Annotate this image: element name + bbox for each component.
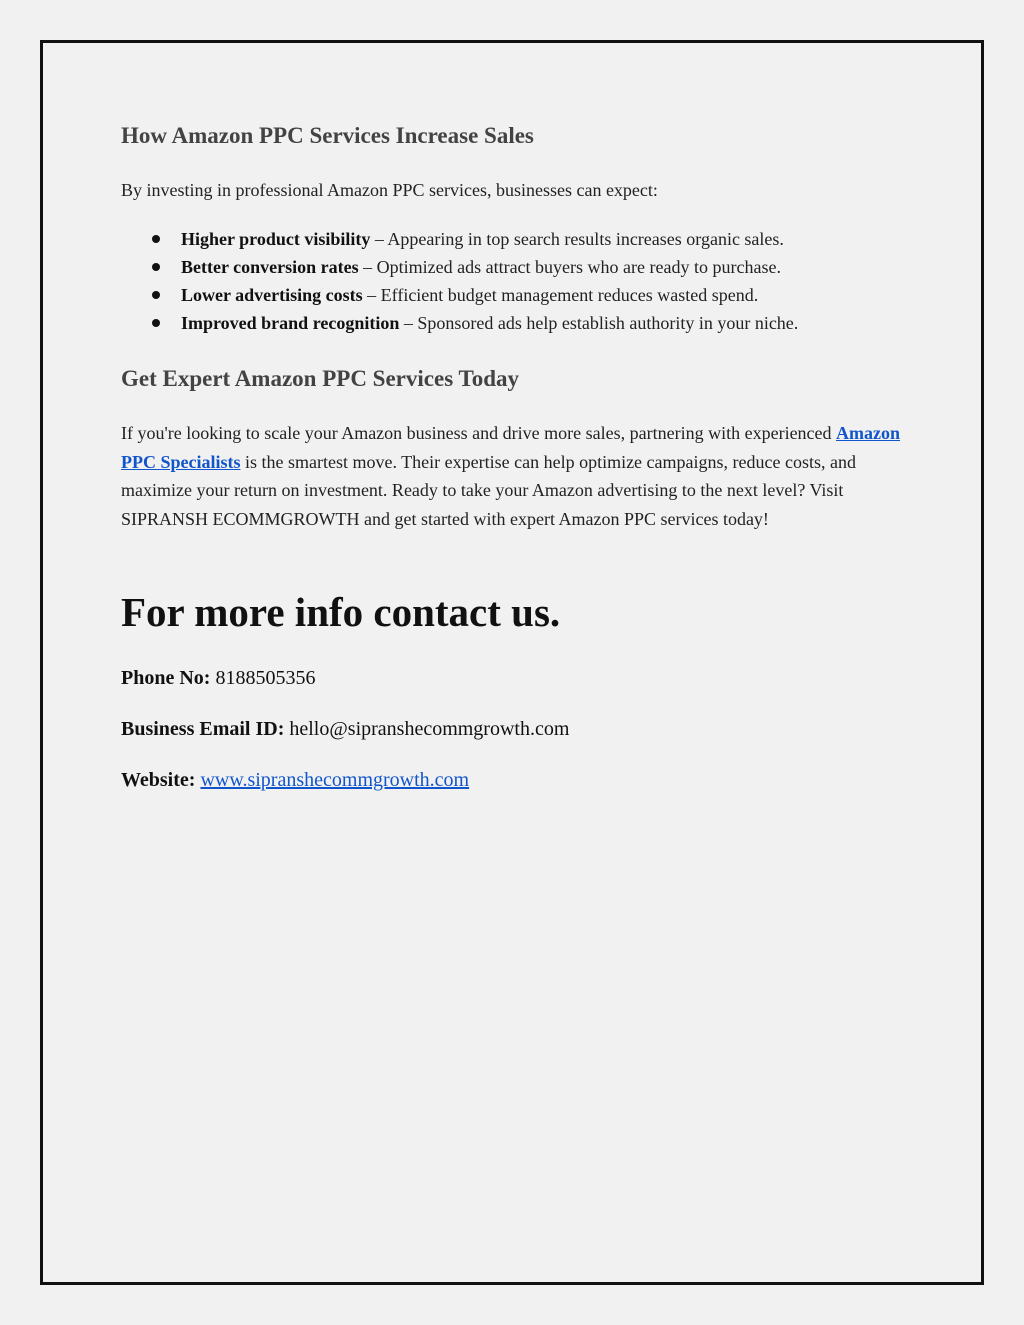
- website-label: Website:: [121, 769, 196, 791]
- bullet-icon: [152, 263, 160, 271]
- list-item-title: Improved brand recognition: [181, 313, 400, 333]
- list-item-text: – Appearing in top search results increases organic sales.: [370, 229, 784, 249]
- phone-line: [121, 667, 315, 690]
- document-page: [40, 40, 984, 1285]
- section-heading-get-expert: Get Expert Amazon PPC Services Today: [121, 366, 519, 391]
- list-item: [121, 281, 911, 309]
- list-item-text: – Optimized ads attract buyers who are ready to purchase.: [358, 257, 781, 277]
- cta-paragraph: [121, 419, 911, 533]
- cta-text-after: is the smartest move. Their expertise can help optimize campaigns, reduce costs, and maximize your return on investment. Ready to take your Amazon advertising to the next level? Visit SIPRANSH ECOMMGROWTH and get started with expert Amazon PPC services today!: [121, 451, 856, 529]
- bullet-icon: [152, 291, 160, 299]
- list-item-text: – Sponsored ads help establish authority in your niche.: [399, 313, 799, 333]
- contact-heading: For more info contact us.: [121, 589, 561, 635]
- phone-value: 8188505356: [210, 667, 316, 689]
- email-value: hello@sipranshecommgrowth.com: [284, 718, 570, 740]
- phone-label: Phone No:: [121, 667, 211, 689]
- benefits-list: [121, 225, 911, 337]
- section-heading-increase-sales: How Amazon PPC Services Increase Sales: [121, 123, 534, 148]
- list-item: [121, 225, 911, 253]
- list-item-text: – Efficient budget management reduces wasted spend.: [362, 285, 759, 305]
- list-item-title: Better conversion rates: [181, 257, 359, 277]
- bullet-icon: [152, 319, 160, 327]
- intro-paragraph: By investing in professional Amazon PPC services, businesses can expect:: [121, 180, 658, 200]
- list-item: [121, 253, 911, 281]
- email-label: Business Email ID:: [121, 718, 285, 740]
- list-item-title: Higher product visibility: [181, 229, 371, 249]
- list-item: [121, 309, 911, 337]
- email-line: [121, 718, 569, 741]
- amazon-ppc-specialists-link[interactable]: Amazon PPC Specialists: [121, 423, 901, 472]
- website-link[interactable]: www.sipranshecommgrowth.com: [200, 769, 470, 791]
- website-line: [121, 769, 469, 792]
- list-item-title: Lower advertising costs: [181, 285, 363, 305]
- cta-text-before: If you're looking to scale your Amazon business and drive more sales, partnering with experienced: [121, 423, 837, 443]
- bullet-icon: [152, 235, 160, 243]
